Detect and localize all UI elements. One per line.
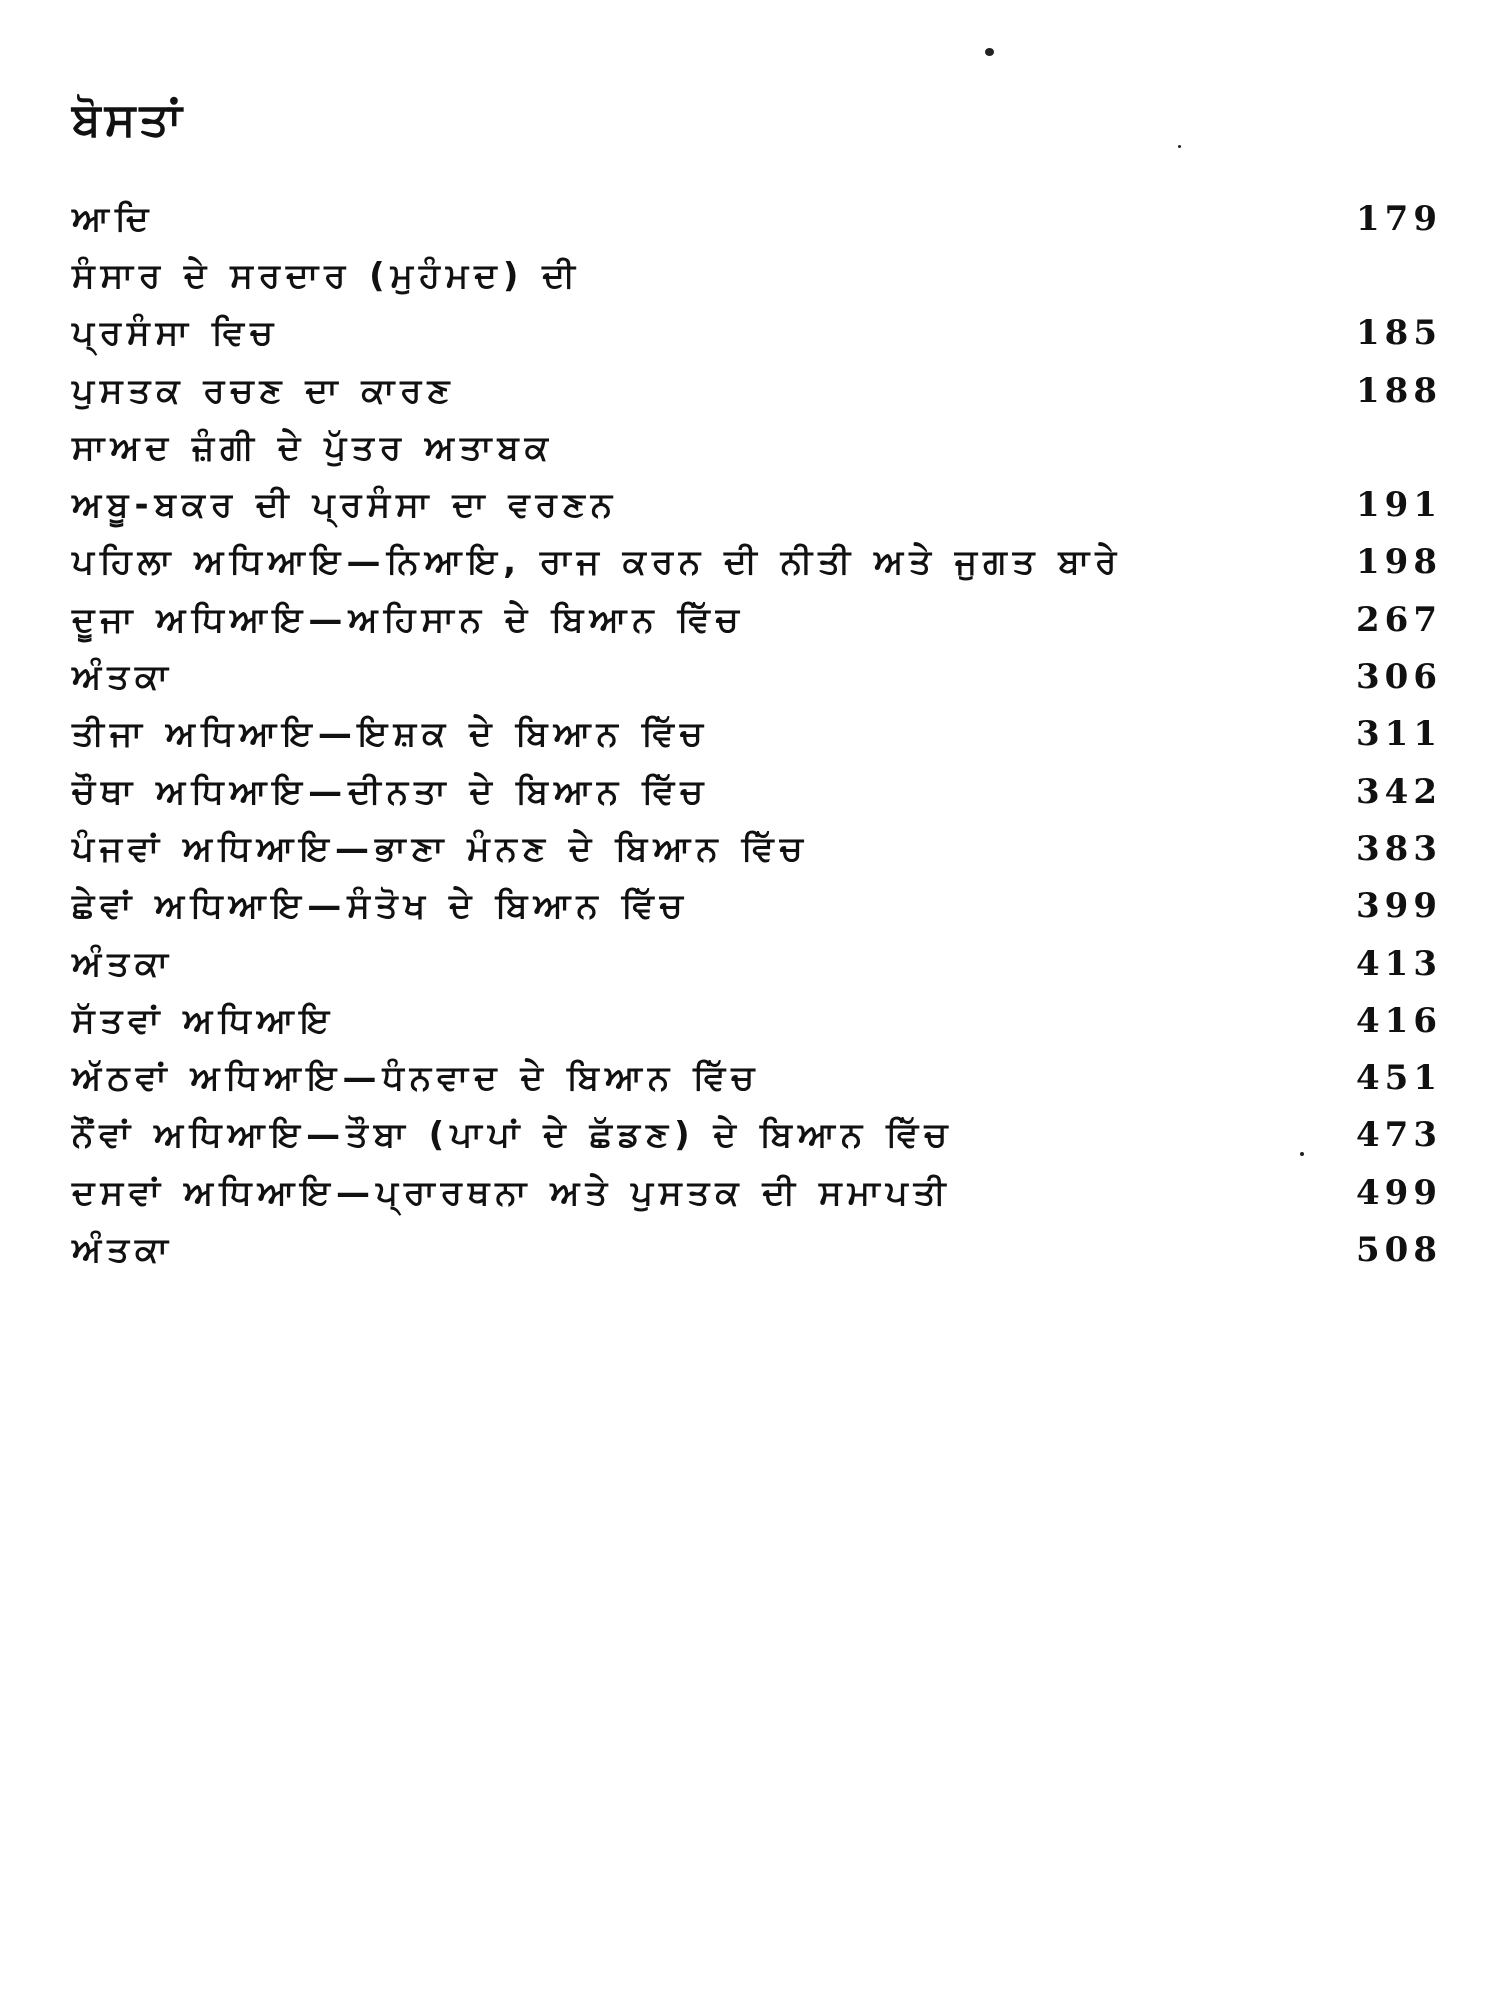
toc-entry-page: 399 <box>1356 886 1442 927</box>
toc-entry <box>72 190 1442 247</box>
toc-entry-page: 311 <box>1356 714 1442 755</box>
toc-entry-title: ਪ੍ਰਸੰਸਾ ਵਿਚ <box>72 313 280 354</box>
toc-entry-page: 198 <box>1356 542 1442 583</box>
toc-entry-page: 473 <box>1356 1115 1442 1156</box>
print-speck <box>1178 145 1181 148</box>
toc-entry-title: ਦੂਜਾ ਅਧਿਆਇ—ਅਹਿਸਾਨ ਦੇ ਬਿਆਨ ਵਿੱਚ <box>72 599 745 640</box>
toc-entry <box>72 1164 1442 1221</box>
toc-entry <box>72 362 1442 419</box>
toc-entry-page: 267 <box>1356 599 1442 640</box>
toc-entry <box>72 706 1442 763</box>
toc-entry-page: 188 <box>1356 370 1442 411</box>
toc-entry-title: ਦਸਵਾਂ ਅਧਿਆਇ—ਪ੍ਰਾਰਥਨਾ ਅਤੇ ਪੁਸਤਕ ਦੀ ਸਮਾਪਤੀ <box>72 1172 952 1213</box>
toc-entry-title: ਸੱਤਵਾਂ ਅਧਿਆਇ <box>72 1000 336 1041</box>
toc-entry <box>72 648 1442 705</box>
toc-entry-title: ਪਹਿਲਾ ਅਧਿਆਇ—ਨਿਆਇ, ਰਾਜ ਕਰਨ ਦੀ ਨੀਤੀ ਅਤੇ ਜੁਗਤ ਬਾਰੇ <box>72 542 1123 583</box>
toc-entry <box>72 878 1442 935</box>
table-of-contents <box>72 190 1442 1279</box>
toc-entry-page: 413 <box>1356 943 1442 984</box>
toc-entry-title: ਛੇਵਾਂ ਅਧਿਆਇ—ਸੰਤੋਖ ਦੇ ਬਿਆਨ ਵਿੱਚ <box>72 886 689 927</box>
toc-entry <box>72 1107 1442 1164</box>
toc-entry-page: 383 <box>1356 828 1442 869</box>
toc-entry-page: 185 <box>1356 313 1442 354</box>
toc-entry <box>72 476 1442 533</box>
toc-entry <box>72 305 1442 362</box>
toc-entry <box>72 591 1442 648</box>
toc-entry-title: ਅੱਠਵਾਂ ਅਧਿਆਇ—ਧੰਨਵਾਦ ਦੇ ਬਿਆਨ ਵਿੱਚ <box>72 1058 761 1099</box>
toc-entry <box>72 419 1442 476</box>
toc-entry-title: ਅਬੂ-ਬਕਰ ਦੀ ਪ੍ਰਸੰਸਾ ਦਾ ਵਰਣਨ <box>72 485 619 526</box>
toc-entry-page: 499 <box>1356 1172 1442 1213</box>
toc-entry-title: ਸੰਸਾਰ ਦੇ ਸਰਦਾਰ (ਮੁਹੰਮਦ) ਦੀ <box>72 255 581 296</box>
toc-entry-title: ਅੰਤਕਾ <box>72 1229 174 1270</box>
page-title: ਬੋਸਤਾਂ <box>72 92 186 146</box>
toc-entry-page: 306 <box>1356 657 1442 698</box>
toc-entry <box>72 992 1442 1049</box>
toc-entry-title: ਪੰਜਵਾਂ ਅਧਿਆਇ—ਭਾਣਾ ਮੰਨਣ ਦੇ ਬਿਆਨ ਵਿੱਚ <box>72 828 809 869</box>
toc-entry-page: 191 <box>1356 485 1442 526</box>
toc-entry <box>72 820 1442 877</box>
toc-entry-title: ਨੌਂਵਾਂ ਅਧਿਆਇ—ਤੌਬਾ (ਪਾਪਾਂ ਦੇ ਛੱਡਣ) ਦੇ ਬਿਆਨ ਵਿੱਚ <box>72 1115 954 1156</box>
toc-entry-page: 451 <box>1356 1058 1442 1099</box>
toc-entry-title: ਆਦਿ <box>72 198 155 239</box>
toc-entry <box>72 1049 1442 1106</box>
toc-entry-page: 508 <box>1356 1229 1442 1270</box>
toc-entry-title: ਸਾਅਦ ਜ਼ੰਗੀ ਦੇ ਪੁੱਤਰ ਅਤਾਬਕ <box>72 427 554 468</box>
toc-entry-title: ਅੰਤਕਾ <box>72 943 174 984</box>
toc-entry-title: ਤੀਜਾ ਅਧਿਆਇ—ਇਸ਼ਕ ਦੇ ਬਿਆਨ ਵਿੱਚ <box>72 714 709 755</box>
toc-entry <box>72 763 1442 820</box>
toc-entry-page: 416 <box>1356 1000 1442 1041</box>
toc-entry <box>72 247 1442 304</box>
toc-entry-title: ਅੰਤਕਾ <box>72 657 174 698</box>
toc-entry-page: 342 <box>1356 771 1442 812</box>
toc-entry <box>72 534 1442 591</box>
toc-entry-title: ਚੌਥਾ ਅਧਿਆਇ—ਦੀਨਤਾ ਦੇ ਬਿਆਨ ਵਿੱਚ <box>72 771 710 812</box>
toc-entry <box>72 935 1442 992</box>
print-speck <box>985 48 994 56</box>
toc-entry-title: ਪੁਸਤਕ ਰਚਣ ਦਾ ਕਾਰਣ <box>72 370 456 411</box>
toc-entry <box>72 1221 1442 1278</box>
toc-entry-page: 179 <box>1356 198 1442 239</box>
